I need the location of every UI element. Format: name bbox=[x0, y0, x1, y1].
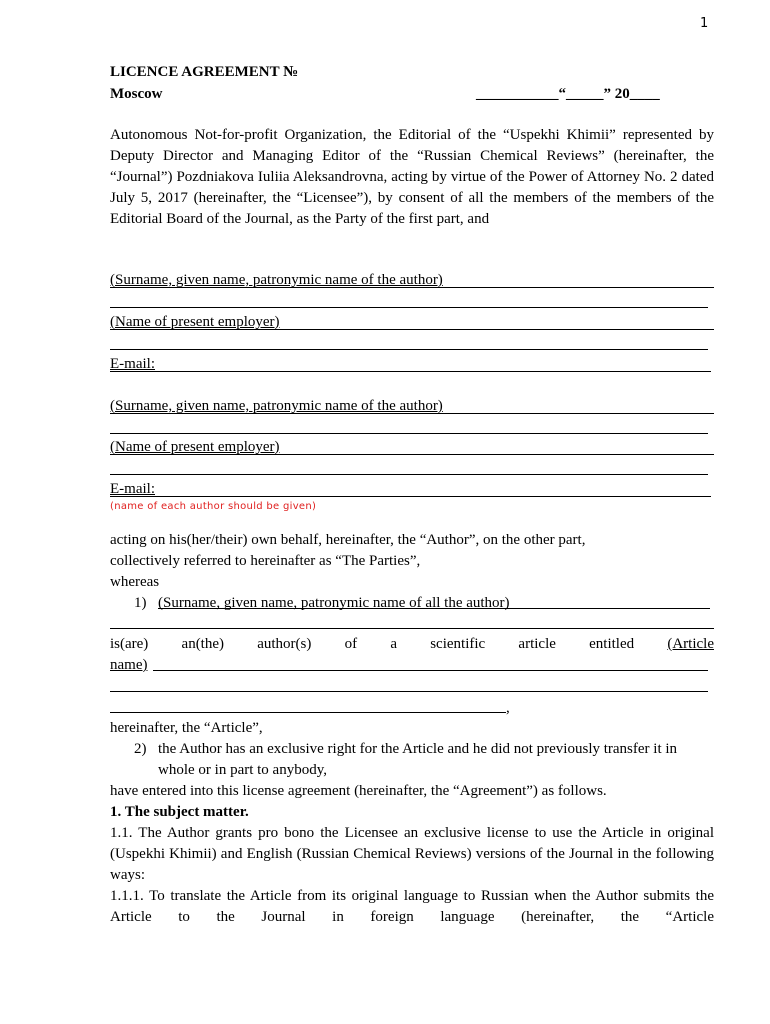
author-name-underline[interactable] bbox=[110, 413, 714, 414]
clause-1-1: 1.1. The Author grants pro bono the Licensee an exclusive license to use the Article in original (Uspekhi Khimii) and English (Russian Chemical Reviews) versions of the Journal in the following ways: bbox=[110, 825, 714, 883]
email-underline[interactable] bbox=[110, 371, 711, 372]
page-number: 1 bbox=[700, 16, 709, 31]
email-label: E-mail: bbox=[110, 481, 155, 497]
entitled-word: article bbox=[518, 636, 556, 652]
intro-paragraph: Autonomous Not-for-profit Organization, the Editorial of the “Uspekhi Khimii” represented by Deputy Director and Managing Editor of the “Russian Chemical Reviews” (hereinafter, the “Journal”) Pozdniakova Iuliia Aleksandrovna, acting by virtue of the Power of Attorney No. 2 dated July 5, 2017 (hereinafter, the “Licensee”), by consent of all the members of the members of the Editorial Board of the Journal, as the Party of the first part, and bbox=[110, 127, 714, 227]
collectively-line: collectively referred to hereinafter as “The Parties”, bbox=[110, 553, 421, 569]
entitled-word: a bbox=[390, 636, 397, 652]
author-name-underline[interactable] bbox=[110, 287, 714, 288]
author-name-label: (Surname, given name, patronymic name of the author) bbox=[110, 272, 443, 288]
employer-underline[interactable] bbox=[110, 329, 714, 330]
entered-line: have entered into this license agreement (hereinafter, the “Agreement”) as follows. bbox=[110, 783, 607, 799]
article-name-extra-line[interactable] bbox=[110, 691, 708, 692]
employer-underline[interactable] bbox=[110, 454, 714, 455]
entitled-line bbox=[110, 634, 714, 655]
entitled-word: is(are) bbox=[110, 636, 149, 652]
acting-line: acting on his(her/their) own behalf, hereinafter, the “Author”, on the other part, bbox=[110, 532, 586, 548]
entitled-word: author(s) bbox=[257, 636, 312, 652]
hereinafter-article: hereinafter, the “Article”, bbox=[110, 720, 263, 736]
article-name-label-end: name) bbox=[110, 657, 148, 673]
all-authors-label: (Surname, given name, patronymic name of all the author) bbox=[158, 595, 510, 611]
clause-1-1-1: 1.1.1. To translate the Article from its original language to Russian when the Author submits the Article to the Journal in foreign language (hereinafter, the “Article bbox=[110, 888, 714, 925]
author-note: (name of each author should be given) bbox=[110, 501, 317, 512]
entitled-word: an(the) bbox=[181, 636, 225, 652]
email-underline[interactable] bbox=[110, 496, 711, 497]
employer-extra-line[interactable] bbox=[110, 474, 708, 475]
section-1-heading: 1. The subject matter. bbox=[110, 804, 249, 820]
employer-label: (Name of present employer) bbox=[110, 314, 280, 330]
entitled-word: entitled bbox=[589, 636, 635, 652]
author-name-label: (Surname, given name, patronymic name of the author) bbox=[110, 398, 443, 414]
email-label: E-mail: bbox=[110, 356, 155, 372]
article-name-label-start: (Article bbox=[667, 636, 714, 652]
item-2-text: the Author has an exclusive right for the Article and he did not previously transfer it in whole or in part to anybody, bbox=[158, 741, 678, 778]
item-1-number: 1) bbox=[134, 595, 147, 611]
all-authors-extra-line[interactable] bbox=[110, 628, 714, 629]
employer-label: (Name of present employer) bbox=[110, 439, 280, 455]
employer-extra-line[interactable] bbox=[110, 349, 708, 350]
entitled-word: scientific bbox=[430, 636, 486, 652]
article-name-last-line[interactable] bbox=[110, 712, 506, 713]
whereas-line: whereas bbox=[110, 574, 160, 590]
author-name-extra-line[interactable] bbox=[110, 433, 708, 434]
entitled-word: of bbox=[344, 636, 358, 652]
agreement-title: LICENCE AGREEMENT № bbox=[110, 64, 299, 80]
city: Moscow bbox=[110, 86, 163, 102]
all-authors-underline[interactable] bbox=[158, 608, 710, 609]
date-line: ___________“_____” 20____ bbox=[476, 86, 660, 102]
author-name-extra-line[interactable] bbox=[110, 307, 708, 308]
article-comma: , bbox=[506, 700, 510, 716]
item-2-number: 2) bbox=[134, 741, 147, 757]
article-name-underline[interactable] bbox=[153, 670, 708, 671]
